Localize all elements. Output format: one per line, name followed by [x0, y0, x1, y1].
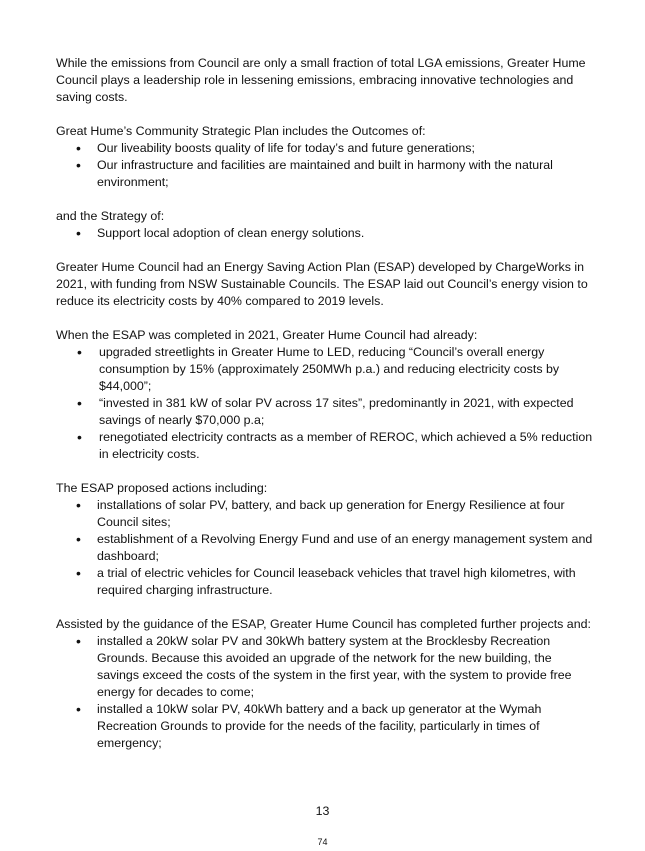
document-page-number: 74: [317, 837, 328, 847]
outcomes-intro: Great Hume’s Community Strategic Plan includes the Outcomes of:: [56, 124, 426, 138]
list-item: • upgraded streetlights in Greater Hume to LED, reducing “Council’s overall energy consumption by 15% (approximately 250MWh p.a.) and reducing electricity costs by $44,000”;: [56, 344, 596, 395]
list-item: • Our infrastructure and facilities are maintained and built in harmony with the natural environment;: [56, 157, 596, 191]
list-item: • installed a 20kW solar PV and 30kWh battery system at the Brocklesby Recreation Grounds. Because this avoided an upgrade of the network for the new building, the savings exceed the costs of the system in the first year, with the system to provide free energy for decades to come;: [56, 633, 596, 701]
strategies-list: [56, 225, 596, 242]
proposed-list: [56, 497, 596, 599]
list-item: • installed a 10kW solar PV, 40kWh battery and a back up generator at the Wymah Recreation Grounds to provide for the needs of the facility, particularly in times of emergency;: [56, 701, 596, 752]
completed-intro: When the ESAP was completed in 2021, Greater Hume Council had already:: [56, 328, 478, 342]
list-item: • “invested in 381 kW of solar PV across 17 sites”, predominantly in 2021, with expected savings of nearly $70,000 p.a;: [56, 395, 596, 429]
further-intro: Assisted by the guidance of the ESAP, Greater Hume Council has completed further projects and:: [56, 617, 591, 631]
outcomes-list: [56, 140, 596, 191]
list-item: • installations of solar PV, battery, and back up generation for Energy Resilience at four Council sites;: [56, 497, 596, 531]
list-item: • Support local adoption of clean energy solutions.: [56, 225, 596, 242]
completed-list: [56, 344, 596, 463]
list-item: • Our liveability boosts quality of life for today’s and future generations;: [56, 140, 596, 157]
proposed-intro: The ESAP proposed actions including:: [56, 481, 268, 495]
further-list: [56, 633, 596, 752]
list-item: • renegotiated electricity contracts as a member of REROC, which achieved a 5% reduction in electricity costs.: [56, 429, 596, 463]
list-item: • establishment of a Revolving Energy Fund and use of an energy management system and dashboard;: [56, 531, 596, 565]
page-number: 13: [315, 804, 330, 818]
page-content: [56, 55, 596, 769]
strategy-intro: and the Strategy of:: [56, 209, 165, 223]
list-item: • a trial of electric vehicles for Council leaseback vehicles that travel high kilometres, with required charging infrastructure.: [56, 565, 596, 599]
esap-paragraph: Greater Hume Council had an Energy Saving Action Plan (ESAP) developed by ChargeWorks in 2021, with funding from NSW Sustainable Councils. The ESAP laid out Council’s energy vision to reduce its electricity costs by 40% compared to 2019 levels.: [56, 260, 588, 308]
intro-paragraph: While the emissions from Council are only a small fraction of total LGA emissions, Greater Hume Council plays a leadership role in lessening emissions, embracing innovative technologies and saving costs.: [56, 56, 586, 104]
